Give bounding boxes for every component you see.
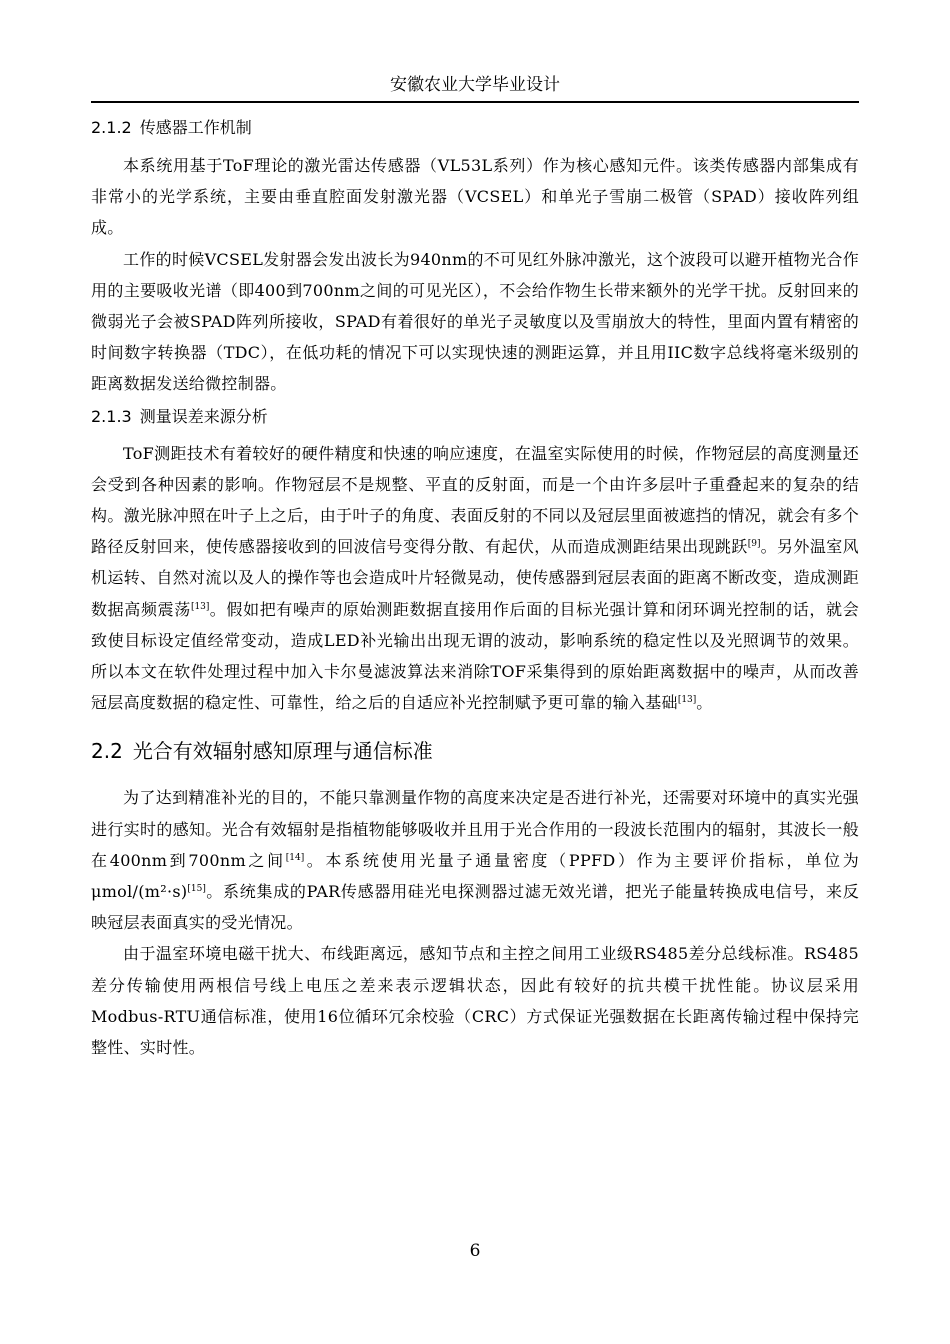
section-title: 传感器工作机制: [139, 118, 252, 137]
section-heading-2-1-3: [91, 401, 859, 433]
paragraph: [91, 938, 859, 1063]
section-heading-2-2: [91, 734, 859, 768]
section-title: 光合有效辐射感知原理与通信标准: [132, 739, 433, 764]
page-content: [91, 112, 859, 1063]
paragraph-text: 。另外温室风机运转、自然对流以及人的操作等也会造成叶片轻微晃动，使传感器到冠层表面的距离不断改变，造成测距数据高频震荡: [91, 537, 859, 619]
paragraph: [91, 150, 859, 244]
paragraph-text: 本系统用基于ToF理论的激光雷达传感器（VL53L系列）作为核心感知元件。该类传感器内部集成有非常小的光学系统，主要由垂直腔面发射激光器（VCSEL）和单光子雪崩二极管（SPAD）接收阵列组成。: [91, 156, 859, 238]
citation-ref: [13]: [677, 695, 697, 706]
paragraph-text: 。本系统使用光量子通量密度（PPFD）作为主要评价指标，单位为μmol/(m²·s): [91, 850, 859, 902]
paragraph-text: 为了达到精准补光的目的，不能只靠测量作物的高度来决定是否进行补光，还需要对环境中的真实光强进行实时的感知。光合有效辐射是指植物能够吸收并且用于光合作用的一段波长范围内的辐射，其波长一般在400nm到700nm之间: [91, 788, 859, 870]
paragraph: [91, 244, 859, 400]
section-heading-2-1-2: [91, 112, 859, 144]
section-number: 2.1.3: [91, 406, 132, 426]
paragraph-text: 。系统集成的PAR传感器用硅光电探测器过滤无效光谱，把光子能量转换成电信号，来反映冠层表面真实的受光情况。: [91, 882, 859, 933]
paragraph-text: 。假如把有噪声的原始测距数据直接用作后面的目标光强计算和闭环调光控制的话，就会致使目标设定值经常变动，造成LED补光输出出现无谓的波动，影响系统的稳定性以及光照调节的效果。所以本文在软件处理过程中加入卡尔曼滤波算法来消除TOF采集得到的原始距离数据中的噪声，从而改善冠层高度数据的稳定性、可靠性，给之后的自适应补光控制赋予更可靠的输入基础: [91, 599, 859, 713]
paragraph-text: 工作的时候VCSEL发射器会发出波长为940nm的不可见红外脉冲激光，这个波段可以避开植物光合作用的主要吸收光谱（即400到700nm之间的可见光区），不会给作物生长带来额外的光学干扰。反射回来的微弱光子会被SPAD阵列所接收，SPAD有着很好的单光子灵敏度以及雪崩放大的特性，里面内置有精密的时间数字转换器（TDC），在低功耗的情况下可以实现快速的测距运算，并且用IIC数字总线将毫米级别的距离数据发送给微控制器。: [91, 249, 859, 394]
page-number: 6: [469, 1241, 481, 1261]
paragraph-text: 由于温室环境电磁干扰大、布线距离远，感知节点和主控之间用工业级RS485差分总线标准。RS485差分传输使用两根信号线上电压之差来表示逻辑状态，因此有较好的抗共模干扰性能。协议层采用Modbus-RTU通信标准，使用16位循环冗余校验（CRC）方式保证光强数据在长距离传输过程中保持完整性、实时性。: [91, 944, 859, 1058]
citation-ref: [15]: [187, 884, 206, 895]
running-header: 安徽农业大学毕业设计: [390, 75, 560, 95]
citation-ref: [9]: [747, 539, 761, 550]
paragraph-text: ToF测距技术有着较好的硬件精度和快速的响应速度，在温室实际使用的时候，作物冠层的高度测量还会受到各种因素的影响。作物冠层不是规整、平直的反射面，而是一个由许多层叶子重叠起来的复杂的结构。激光脉冲照在叶子上之后，由于叶子的角度、表面反射的不同以及冠层里面被遮挡的情况，就会有多个路径反射回来，使传感器接收到的回波信号变得分散、有起伏，从而造成测距结果出现跳跃: [91, 443, 859, 557]
paragraph-text: 。: [696, 693, 713, 713]
header-rule: [91, 101, 859, 103]
citation-ref: [14]: [285, 852, 305, 863]
section-title: 测量误差来源分析: [139, 406, 268, 426]
paragraph: [91, 438, 859, 719]
section-number: 2.2: [91, 739, 123, 764]
citation-ref: [13]: [190, 601, 210, 612]
section-number: 2.1.2: [91, 118, 132, 137]
paragraph: [91, 782, 859, 938]
